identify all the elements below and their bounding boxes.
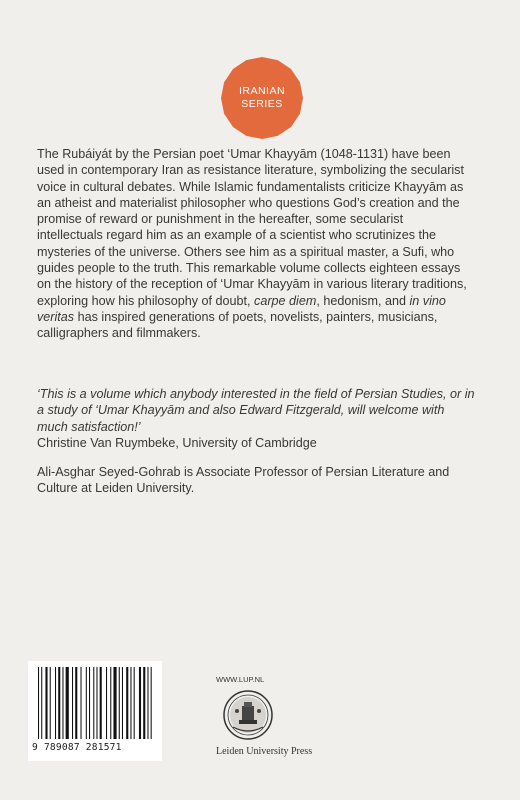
- description-paragraph: [37, 146, 467, 342]
- quote-text: ‘This is a volume which anybody interested in the field of Persian Studies, or in a study of ‘Umar Khayyām and also Edward Fitzgerald, will welcome with much satisfaction!’: [37, 387, 475, 434]
- description-text-2: , hedonism, and: [316, 293, 410, 308]
- badge-line-2: SERIES: [241, 98, 283, 110]
- isbn-number: 9 789087 281571: [32, 742, 122, 753]
- publisher-url: WWW.LUP.NL: [216, 675, 265, 684]
- badge-line-1: IRANIAN: [238, 85, 286, 97]
- barcode-bars: [34, 667, 156, 741]
- barcode: [28, 661, 162, 761]
- review-quote: [37, 386, 477, 451]
- series-badge: [221, 57, 303, 139]
- publisher-name: Leiden University Press: [216, 746, 313, 757]
- description-text-3: has inspired generations of poets, novelists, painters, musicians, calligraphers and filmmakers.: [37, 309, 438, 341]
- author-note: Ali-Asghar Seyed-Gohrab is Associate Professor of Persian Literature and Culture at Leiden University.: [37, 465, 450, 496]
- description-text-1: The Rubáiyát by the Persian poet ‘Umar Khayyām (1048-1131) have been used in contemporary Iran as resistance literature, symbolizing the secularist voice in cultural debates. While Islamic fundamentalists criticize Khayyām as an atheist and materialist philosopher who questions God’s creation and the promise of reward or punishment in the hereafter, some secularist intellectuals regard him as an example of a scientist who scrutinizes the mysteries of the universe. Others see him as a spiritual master, a Sufi, who guides people to the truth. This remarkable volume collects eighteen essays on the history of the reception of ‘Umar Khayyām in various literary traditions, exploring how his philosophy of doubt,: [37, 147, 467, 308]
- description-italic-2: in vino veritas: [37, 293, 446, 324]
- description-italic-1: carpe diem: [254, 293, 317, 308]
- quote-attribution: Christine Van Ruymbeke, University of Cambridge: [37, 435, 317, 450]
- leiden-seal-logo: [223, 687, 273, 743]
